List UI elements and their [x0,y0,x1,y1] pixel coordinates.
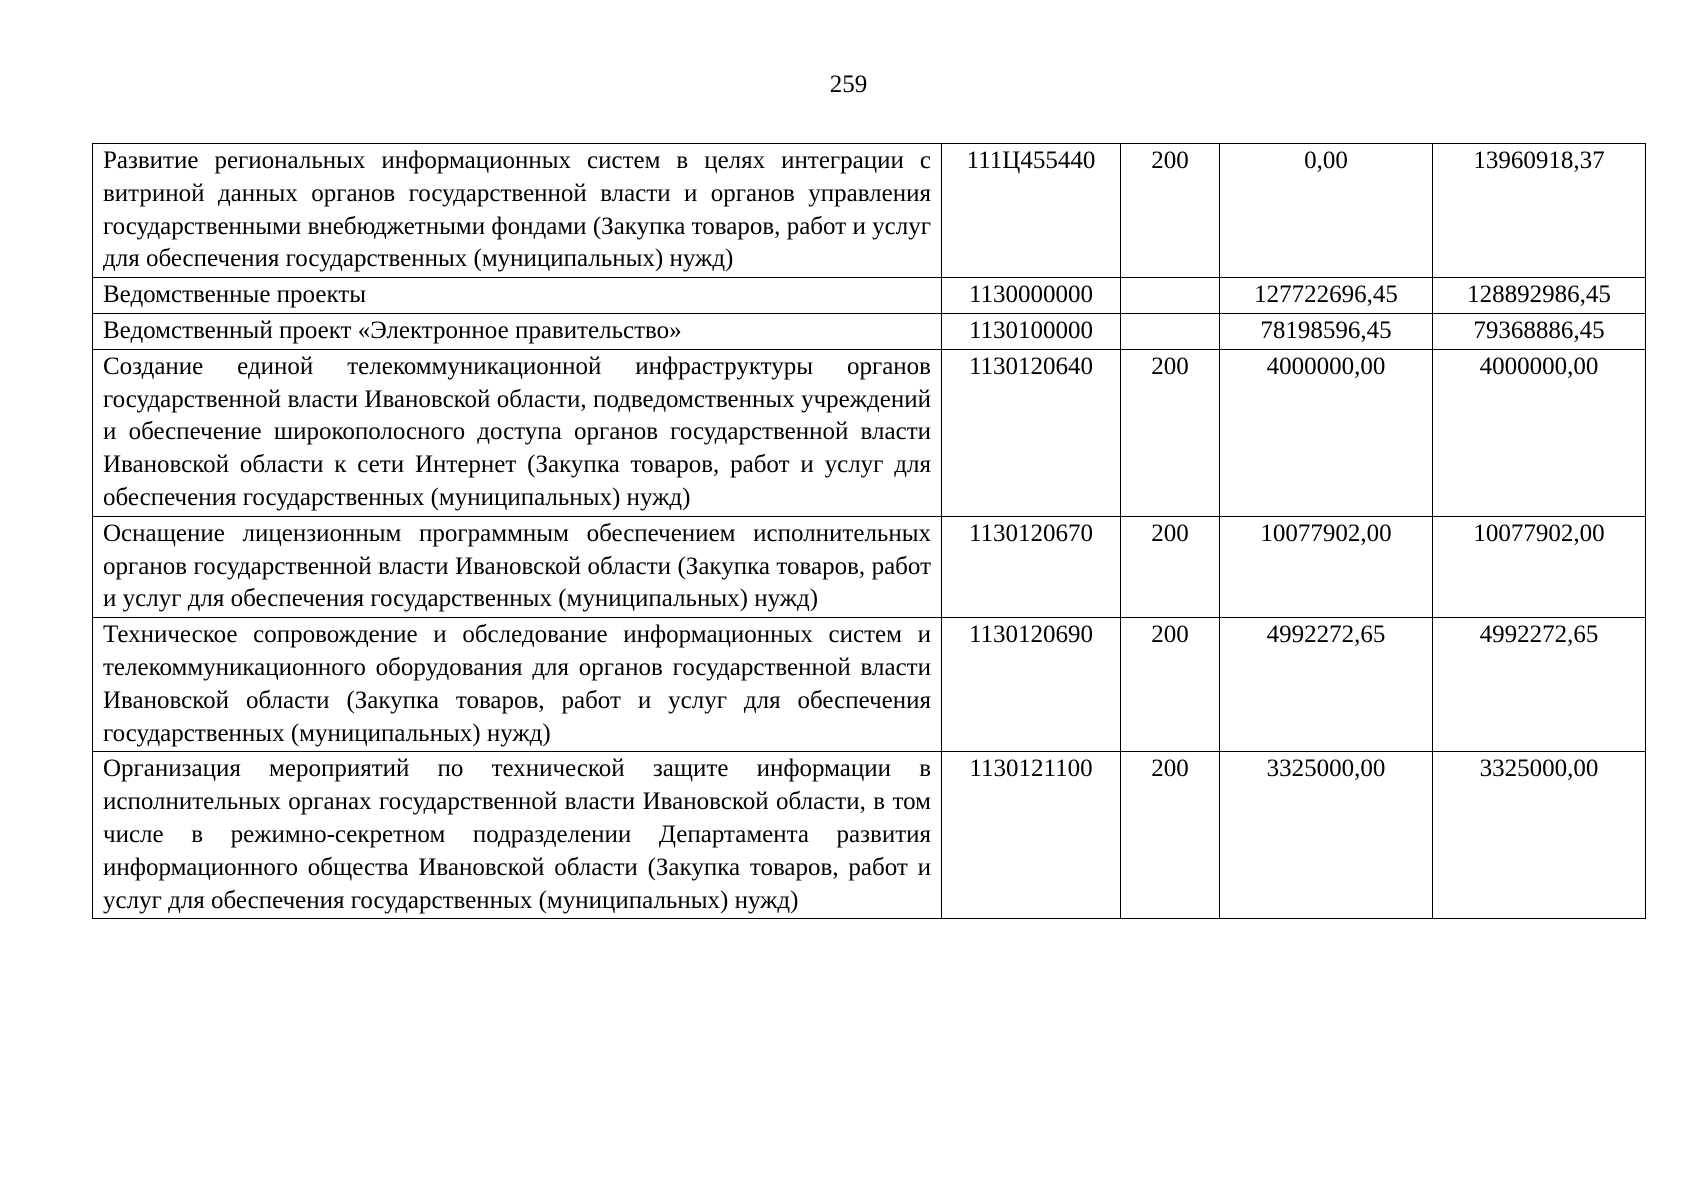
row-expense-type-cell: 200 [1121,144,1220,278]
row-sum-second-year-cell: 4992272,65 [1433,618,1646,752]
row-code-cell: 111Ц455440 [942,144,1121,278]
row-code-cell: 1130120690 [942,618,1121,752]
row-sum-first-year-cell: 0,00 [1220,144,1433,278]
budget-table [92,143,1646,919]
row-sum-second-year-cell: 10077902,00 [1433,516,1646,617]
row-name-cell: Создание единой телекоммуникационной инфраструктуры органов государственной власти Ивановской области, подведомственных учреждений и обеспечение широкополосного доступа органов государственной власти Ивановской области к сети Интернет (Закупка товаров, работ и услуг для обеспечения государственных (муниципальных) нужд) [93,349,942,516]
row-sum-first-year-cell: 4992272,65 [1220,618,1433,752]
row-expense-type-cell [1121,313,1220,349]
table-row [93,618,1646,752]
table-row [93,752,1646,919]
table-row [93,516,1646,617]
row-sum-second-year-cell: 13960918,37 [1433,144,1646,278]
table-row [93,278,1646,314]
row-name-cell: Оснащение лицензионным программным обеспечением исполнительных органов государственной власти Ивановской области (Закупка товаров, работ и услуг для обеспечения государственных (муниципальных) нужд) [93,516,942,617]
row-expense-type-cell: 200 [1121,349,1220,516]
row-code-cell: 1130120670 [942,516,1121,617]
table-row [93,349,1646,516]
row-expense-type-cell: 200 [1121,516,1220,617]
row-name-cell: Организация мероприятий по технической защите информации в исполнительных органах государственной власти Ивановской области, в том числе в режимно-секретном подразделении Департамента развития информационного общества Ивановской области (Закупка товаров, работ и услуг для обеспечения государственных (муниципальных) нужд) [93,752,942,919]
row-sum-first-year-cell: 127722696,45 [1220,278,1433,314]
row-code-cell: 1130121100 [942,752,1121,919]
row-sum-second-year-cell: 79368886,45 [1433,313,1646,349]
row-sum-second-year-cell: 128892986,45 [1433,278,1646,314]
row-expense-type-cell: 200 [1121,618,1220,752]
row-sum-second-year-cell: 3325000,00 [1433,752,1646,919]
page-number: 259 [829,71,868,98]
row-sum-first-year-cell: 10077902,00 [1220,516,1433,617]
row-sum-first-year-cell: 78198596,45 [1220,313,1433,349]
table-row [93,313,1646,349]
row-sum-first-year-cell: 3325000,00 [1220,752,1433,919]
row-expense-type-cell [1121,278,1220,314]
row-name-cell: Развитие региональных информационных систем в целях интеграции с витриной данных органов государственной власти и органов управления государственными внебюджетными фондами (Закупка товаров, работ и услуг для обеспечения государственных (муниципальных) нужд) [93,144,942,278]
row-name-cell: Ведомственный проект «Электронное правительство» [93,313,942,349]
row-name-cell: Ведомственные проекты [93,278,942,314]
row-code-cell: 1130000000 [942,278,1121,314]
row-code-cell: 1130120640 [942,349,1121,516]
row-code-cell: 1130100000 [942,313,1121,349]
row-expense-type-cell: 200 [1121,752,1220,919]
row-sum-first-year-cell: 4000000,00 [1220,349,1433,516]
row-sum-second-year-cell: 4000000,00 [1433,349,1646,516]
row-name-cell: Техническое сопровождение и обследование информационных систем и телекоммуникационного оборудования для органов государственной власти Ивановской области (Закупка товаров, работ и услуг для обеспечения государственных (муниципальных) нужд) [93,618,942,752]
table-row [93,144,1646,278]
